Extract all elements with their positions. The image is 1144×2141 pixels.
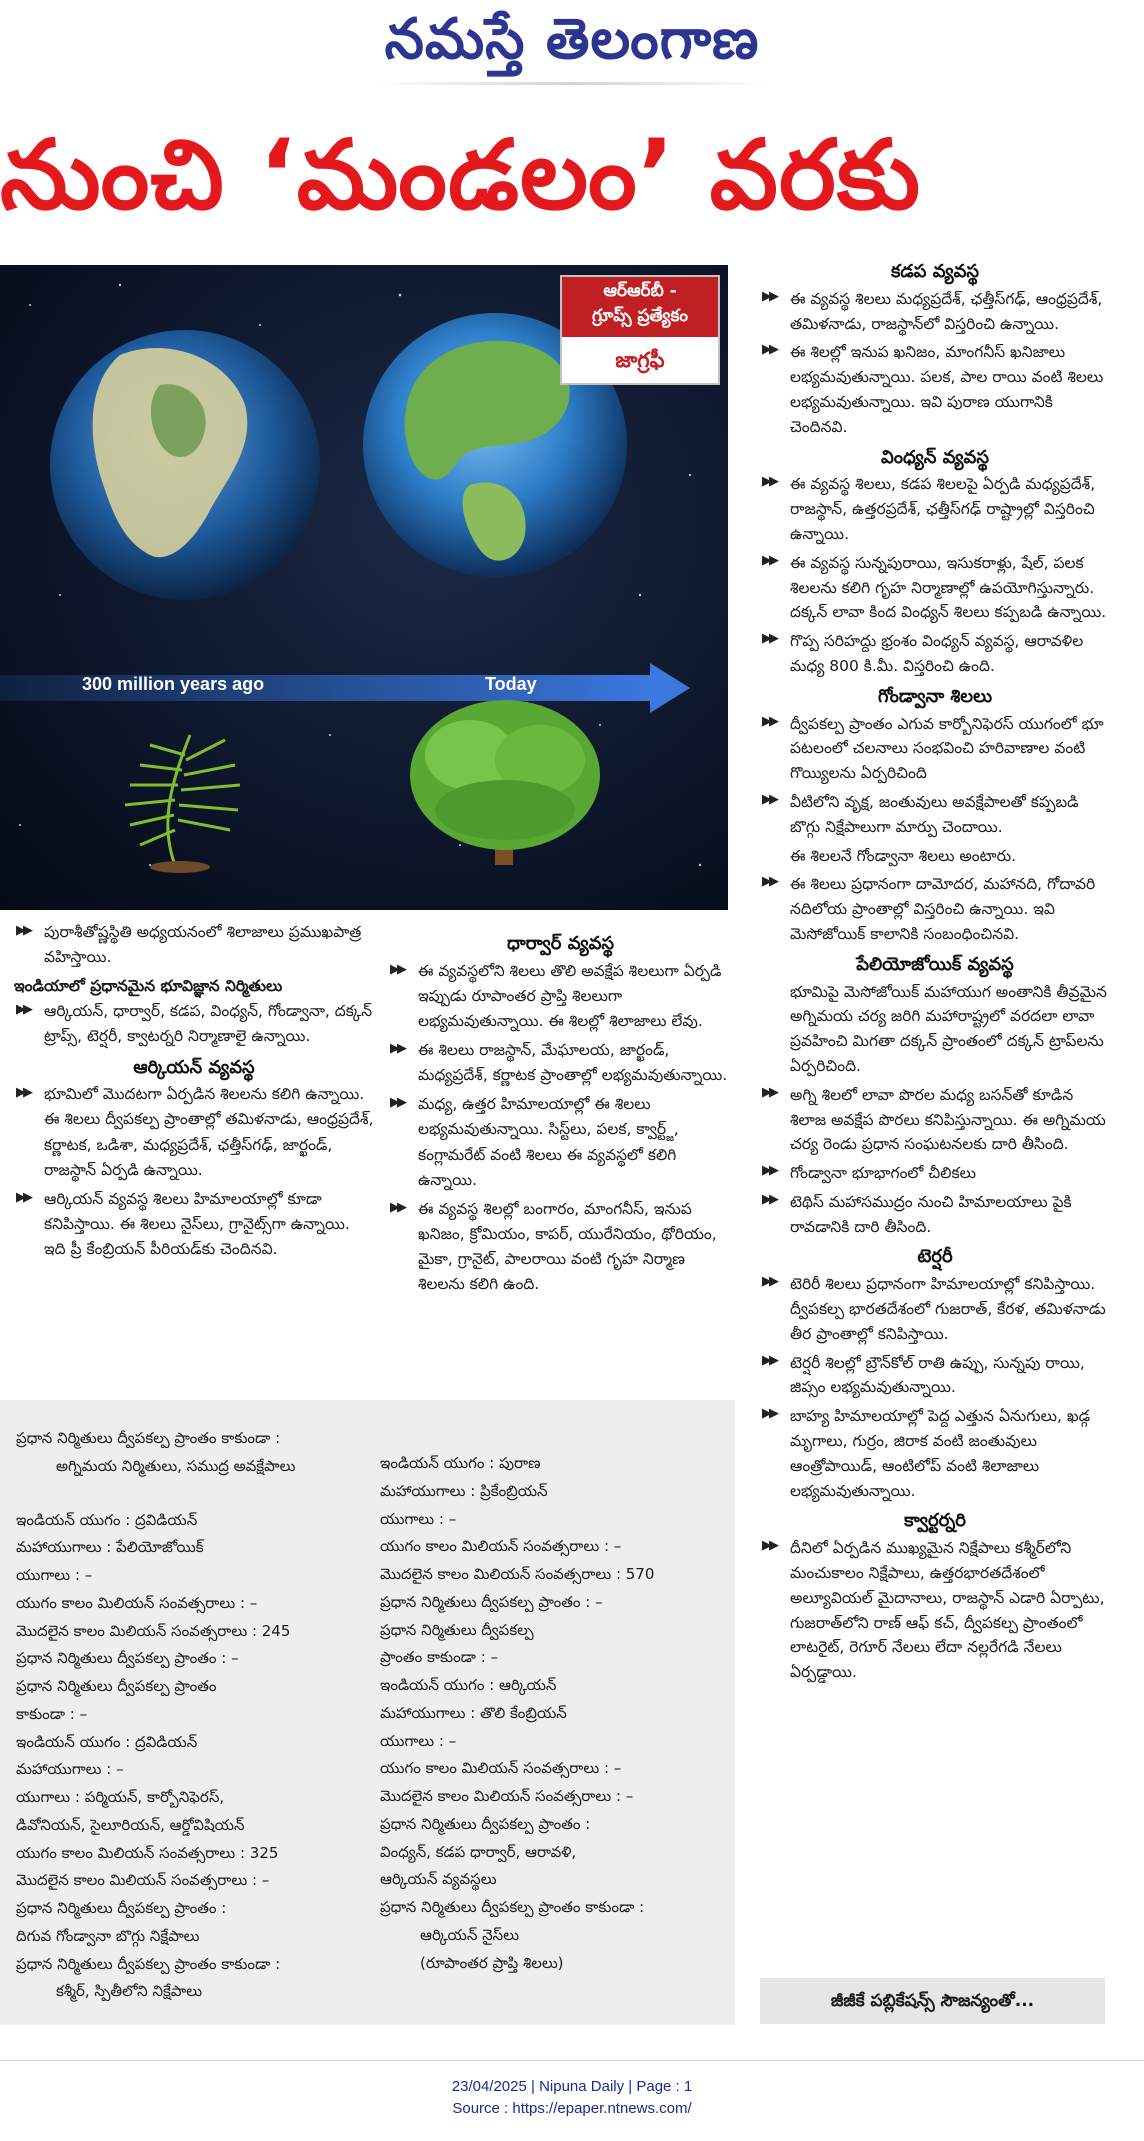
info-line: మహాయుగాలు : ప్రికేంబ్రియన్: [380, 1481, 548, 1500]
footer-divider: [0, 2060, 1144, 2061]
info-box-right: [380, 1450, 730, 1977]
bullet: [760, 712, 1110, 786]
double-arrow-icon: [390, 959, 404, 980]
bullet-text: ఆర్కియన్, ధార్వార్, కడప, వింధ్యన్, గోండ్వానా, దక్కన్ ట్రాప్స్, టెర్షరీ, క్వాటర్నరి నిర్మాణాలై ఉన్నాయి.: [44, 1002, 373, 1046]
double-arrow-icon: [762, 790, 776, 811]
bullet-text: బాహ్య హిమాలయాల్లో పెద్ద ఎత్తున ఏనుగులు, ఖడ్గ మృగాలు, గుర్రం, జిరాక వంటి జంతువులు ఆంత్రోపాయిడ్, ఆంటిలోప్ వంటి శిలాజాలు లభ్యమవుతున్నాయి.: [790, 1407, 1091, 1500]
info-line: యుగాలు : పర్మియన్, కార్బోనిఫెరస్,: [16, 1788, 225, 1806]
bullet-text: గోండ్వానా భూభాగంలో చీలికలు: [790, 1164, 976, 1183]
bullet-text: వీటిలోని వృక్ష, జంతువులు అవక్షేపాలతో కప్పబడి బొగ్గు నిక్షేపాలుగా మార్పు చెందాయి.: [790, 792, 1079, 836]
double-arrow-icon: [762, 287, 776, 308]
bullet-text: గొప్ప సరిహద్దు భ్రంశం వింధ్యన్ వ్యవస్థ, ఆరావళిల మధ్య 800 కి.మీ. విస్తరించి ఉంది.: [790, 632, 1084, 675]
bullet: [760, 1083, 1110, 1157]
bullet: [760, 872, 1110, 946]
bullet-text: ఈ శిలలు ప్రధానంగా దామోదర, మహానది, గోదావరి నదిలోయ ప్రాంతాల్లో విస్తరించి ఉన్నాయి. ఇవి మెసోజోయిక్ కాలానికి సంబంధించినవి.: [790, 875, 1096, 943]
bullet-text: ఈ శిలల్లో ఇనుప ఖనిజం, మాంగనీస్ ఖనిజాలు లభ్యమవుతున్నాయి. పలక, పాల రాయి వంటి శిలలు లభ్యమవుతున్నాయి. ఇవి పురాణ యుగానికి చెందినవి.: [790, 343, 1104, 436]
info-line: వింధ్యన్, కడప ధార్వార్, ఆరావళి,: [380, 1842, 577, 1861]
bullet: [760, 287, 1110, 337]
info-line: ప్రధాన నిర్మితులు ద్వీపకల్ప ప్రాంతం కాకుండా :: [16, 1954, 281, 1973]
double-arrow-icon: [16, 1187, 30, 1208]
double-arrow-icon: [390, 1092, 404, 1113]
bullet: [14, 1082, 374, 1182]
bullet: [760, 1351, 1110, 1401]
bullet: [760, 1190, 1110, 1240]
bullet: [388, 1197, 733, 1297]
badge-line-1: ఆర్ఆర్‌బీ -: [603, 281, 677, 301]
badge-line-2: గ్రూప్స్ ప్రత్యేకం: [592, 305, 688, 326]
info-line: ఆర్కియన్ వ్యవస్థలు: [380, 1870, 497, 1889]
bullet-text: టెథిస్ మహాసముద్రం నుంచి హిమాలయాలు పైకి రావడానికి దారి తీసింది.: [790, 1192, 1072, 1236]
double-arrow-icon: [762, 472, 776, 493]
label-today: Today: [485, 674, 537, 694]
info-line: యుగం కాలం మిలియన్ సంవత్సరాలు : –: [16, 1593, 258, 1612]
bullet-text: దీనిలో ఏర్పడిన ముఖ్యమైన నిక్షేపాలు కశ్మీర్‌లోని మంచుకాలం నిక్షేపాలు, ఉత్తరభారతదేశంలో అల్యూవియల్ మైదానాలు, రాజస్థాన్ ఎడారి ఏర్పాటు, గుజరాత్‌లోని రాణ్ ఆఫ్ కచ్, ద్వీపకల్ప ప్రాంతంలో లాటరైట్, రెగూర్ నేలలు లేదా నల్లరేగడి నేలలు ఏర్పడ్డాయి.: [790, 1539, 1105, 1682]
heading-paleozoic: పేలియోజోయిక్ వ్యవస్థ: [856, 953, 1014, 975]
info-line: కాకుండా : –: [16, 1704, 88, 1723]
info-line: దిగువ గోండ్వానా బొగ్గు నిక్షేపాలు: [16, 1926, 200, 1945]
badge-section-name: జాగ్రఫీ: [615, 348, 665, 372]
double-arrow-icon: [762, 1404, 776, 1425]
info-line: మొదలైన కాలం మిలియన్ సంవత్సరాలు : –: [16, 1871, 270, 1890]
double-arrow-icon: [16, 920, 30, 941]
bullet: [760, 1161, 1110, 1186]
left-column-b: [388, 930, 733, 1301]
right-column: [760, 258, 1110, 1689]
bullet-text: టెరిరీ శిలలు ప్రధానంగా హిమాలయాల్లో కనిపిస్తాయి. ద్వీపకల్ప భారతదేశంలో గుజరాత్, కేరళ, తమిళనాడు తీర ప్రాంతాల్లో కనిపిస్తాయి.: [790, 1275, 1106, 1343]
label-past: 300 million years ago: [82, 674, 265, 694]
bullet: [388, 959, 733, 1034]
globe-past-icon: [50, 330, 320, 600]
bullet-text: అగ్ని శిలలో లావా పొరల మధ్య బసన్‌తో కూడిన శిలాజ అవక్షేప పొరలు కనిపిస్తున్నాయి. ఈ అగ్నిమయ చర్య రెండు ప్రధాన సంఘటనలకు దారి తీసింది.: [790, 1085, 1106, 1154]
paragraph: భూమిపై మెసోజోయిక్ మహాయుగ అంతానికి తీవ్రమైన అగ్నిమయ చర్య జరిగి మహారాష్ట్రలో వరదలా లావా ప్రవహించి మిగతా దక్కన్ ప్రాంతంలో దక్కన్ ట్రాప్‌లను ఏర్పరిచింది.: [790, 982, 1107, 1075]
footer-source-link[interactable]: Source : https://epaper.ntnews.com/: [452, 2099, 692, 2117]
double-arrow-icon: [762, 551, 776, 572]
info-line: ప్రధాన నిర్మితులు ద్వీపకల్ప ప్రాంతం : –: [16, 1649, 239, 1668]
info-line: ప్రధాన నిర్మితులు ద్వీపకల్ప: [380, 1620, 534, 1639]
bullet-text: ఈ శిలలు రాజస్థాన్, మేఘాలయ, జార్ఖండ్, మధ్యప్రదేశ్, కర్ణాటక ప్రాంతాల్లో లభ్యమవుతున్నాయి.: [418, 1041, 728, 1085]
info-line: ఇండియన్ యుగం : పురాణ: [380, 1454, 541, 1472]
info-line: మొదలైన కాలం మిలియన్ సంవత్సరాలు : –: [380, 1787, 634, 1805]
bullet: [760, 790, 1110, 840]
bullet: [760, 629, 1110, 679]
info-line: యుగాలు : –: [16, 1566, 93, 1584]
left-column-a: [14, 920, 374, 1266]
info-line: యుగాలు : –: [380, 1509, 457, 1528]
heading-tertiary: టెర్షరీ: [917, 1246, 953, 1268]
double-arrow-icon: [762, 1161, 776, 1182]
info-line: కశ్మీర్, స్పితీలోని నిక్షేపాలు: [56, 1982, 203, 2001]
info-line: ప్రాంతం కాకుండా : –: [380, 1648, 499, 1667]
double-arrow-icon: [762, 1272, 776, 1293]
info-line: ఇండియన్ యుగం : ఆర్కియన్: [380, 1676, 557, 1694]
bullet-text: టెర్షరీ శిలల్లో బ్రౌన్‌కోల్ రాతి ఉప్పు, సున్నపు రాయి, జిప్సం లభ్యమవుతున్నాయి.: [790, 1353, 1085, 1397]
double-arrow-icon: [762, 1190, 776, 1211]
heading-kadapa: కడప వ్యవస్థ: [890, 261, 980, 282]
bullet: [760, 1272, 1110, 1346]
info-line: ప్రధాన నిర్మితులు ద్వీపకల్ప ప్రాంతం :: [16, 1899, 227, 1917]
masthead: [0, 0, 1144, 100]
info-line: మహాయుగాలు : తొలి కేంబ్రియన్: [380, 1703, 567, 1722]
double-arrow-icon: [762, 1351, 776, 1372]
info-line: యుగం కాలం మిలియన్ సంవత్సరాలు : –: [380, 1759, 622, 1778]
bullet: [760, 1404, 1110, 1503]
heading-quaternary: క్వార్టర్నరి: [904, 1510, 966, 1532]
bullet: [760, 340, 1110, 439]
masthead-logo: నమస్తే తెలంగాణ: [384, 6, 760, 72]
bullet: [14, 999, 374, 1049]
footer-date-line: 23/04/2025 | Nipuna Daily | Page : 1: [451, 2078, 693, 2095]
double-arrow-icon: [16, 999, 30, 1020]
bullet: [388, 1038, 733, 1088]
info-line: ఇండియన్ యుగం : ద్రవిడియన్: [16, 1732, 198, 1751]
double-arrow-icon: [762, 712, 776, 733]
double-arrow-icon: [762, 872, 776, 893]
credit-box: జీజీకే పబ్లికేషన్స్ సౌజన్యంతో...: [760, 1978, 1105, 2024]
info-line: ప్రధాన నిర్మితులు ద్వీపకల్ప ప్రాంతం :: [380, 1814, 591, 1833]
paragraph: ఈ శిలలనే గోండ్వానా శిలలు అంటారు.: [790, 846, 1017, 865]
heading-major-formations: ఇండియాలో ప్రధానమైన భూవిజ్ఞాన నిర్మితులు: [14, 977, 283, 996]
bullet-text: ఈ వ్యవస్థ సున్నపురాయి, ఇసుకరాళ్లు, షేల్, పలక శిలలను కలిగి గృహ నిర్మాణాల్లో ఉపయోగిస్తున్నారు. దక్కన్ లావా కింద వింధ్యన్ శిలలు కప్పబడి ఉన్నాయి.: [790, 553, 1107, 622]
footer: [0, 2076, 1144, 2120]
bullet: [760, 472, 1110, 546]
tree-icon: [410, 700, 600, 865]
info-line: మహాయుగాలు : –: [16, 1760, 124, 1779]
masthead-divider: [370, 82, 774, 85]
info-line: యుగం కాలం మిలియన్ సంవత్సరాలు : –: [380, 1537, 622, 1556]
info-line: ఇండియన్ యుగం : ద్రవిడియన్: [16, 1510, 198, 1529]
bullet-text: ఈ వ్యవస్థ శిలలు మధ్యప్రదేశ్, ఛత్తీస్‌గఢ్, ఆంధ్రప్రదేశ్, తమిళనాడు, రాజస్థాన్‌లో విస్తరించి ఉన్నాయి.: [790, 289, 1103, 333]
bullet: [388, 1092, 733, 1192]
double-arrow-icon: [762, 340, 776, 361]
double-arrow-icon: [390, 1197, 404, 1218]
info-line: యుగాలు : –: [380, 1731, 457, 1750]
section-badge: [560, 275, 720, 385]
double-arrow-icon: [390, 1038, 404, 1059]
bullet-text: ఈ వ్యవస్థ శిలల్లో బంగారం, మాంగనీస్, ఇనుప ఖనిజం, క్రోమియం, కాపర్, యురేనియం, థోరియం, మైకా, గ్రానైట్, పాలరాయి వంటి గృహ నిర్మాణ శిలలను కలిగి ఉంది.: [418, 1199, 717, 1294]
bullet: [14, 920, 374, 970]
info-line: ప్రధాన నిర్మితులు ద్వీపకల్ప ప్రాంతం: [16, 1677, 217, 1695]
heading-dharwar: ధార్వార్ వ్యవస్థ: [506, 933, 615, 954]
info-line: మహాయుగాలు : పేలియోజోయిక్: [16, 1538, 204, 1557]
info-line: యుగం కాలం మిలియన్ సంవత్సరాలు : 325: [16, 1843, 279, 1862]
badge-header: [562, 277, 718, 337]
info-line: ప్రధాన నిర్మితులు ద్వీపకల్ప ప్రాంతం కాకుండా :: [380, 1898, 645, 1916]
fern-icon: [125, 735, 240, 865]
info-line: డివోనియన్, సైలూరియన్, ఆర్డోవిషియన్: [16, 1815, 245, 1834]
headline: [0, 118, 1144, 238]
bullet: [760, 1536, 1110, 1685]
heading-vindhyan: వింధ్యన్ వ్యవస్థ: [881, 446, 989, 468]
info-line: మొదలైన కాలం మిలియన్ సంవత్సరాలు : 245: [16, 1621, 291, 1640]
bullet-text: పురాశీతోష్ణస్థితి అధ్యయనంలో శిలాజాలు ప్రముఖపాత్ర వహిస్తాయి.: [44, 923, 362, 967]
info-box-left: [16, 1425, 376, 2006]
info-line: (రూపాంతర ప్రాప్తి శిలలు): [420, 1953, 564, 1972]
double-arrow-icon: [16, 1082, 30, 1103]
double-arrow-icon: [762, 629, 776, 650]
bullet-text: ఈ వ్యవస్థ శిలలు, కడప శిలలపై ఏర్పడి మధ్యప్రదేశ్, రాజస్థాన్, ఉత్తరప్రదేశ్, ఛత్తీస్‌గఢ్ రాష్ట్రాల్లో విస్తరించి ఉన్నాయి.: [790, 475, 1096, 543]
bullet-text: ఈ వ్యవస్థలోని శిలలు తొలి అవక్షేప శిలలుగా ఏర్పడి ఇప్పుడు రూపాంతర ప్రాప్తి శిలలుగా లభ్యమవుతున్నాయి. ఈ శిలల్లో శిలాజాలు లేవు.: [418, 961, 722, 1031]
bullet-text: మధ్య, ఉత్తర హిమాలయాల్లో ఈ శిలలు లభ్యమవుతున్నాయి. సిస్ట్‌లు, పలక, క్వార్ట్జ్, కంగ్లామరేట్ వంటి శిలలు ఈ వ్యవస్థలో కలిగి ఉన్నాయి.: [418, 1095, 679, 1189]
hero-image: [0, 265, 728, 910]
heading-gondwana: గోండ్వానా శిలలు: [877, 685, 993, 707]
bullet-text: ఆర్కియన్ వ్యవస్థ శిలలు హిమాలయాల్లో కూడా కనిపిస్తాయి. ఈ శిలలు నైస్‌లు, గ్రానైట్స్‌గా ఉన్నాయి. ఇది ప్రీ కేంబ్రియన్ పీరియడ్‌కు చెందినవి.: [44, 1189, 350, 1258]
info-line: అగ్నిమయ నిర్మితులు, సముద్ర అవక్షేపాలు: [56, 1456, 296, 1475]
info-line: ప్రధాన నిర్మితులు ద్వీపకల్ప ప్రాంతం కాకుండా :: [16, 1429, 281, 1447]
info-line: మొదలైన కాలం మిలియన్ సంవత్సరాలు : 570: [380, 1565, 655, 1583]
heading-archean: ఆర్కియన్ వ్యవస్థ: [133, 1056, 255, 1078]
info-line: ఆర్కియన్ నైస్‌లు: [420, 1925, 520, 1944]
bullet: [14, 1187, 374, 1262]
headline-text: నుంచి ‘మండలం’ వరకు: [0, 119, 922, 231]
spacer: [16, 1481, 376, 1507]
bullet-text: భూమిలో మొదటగా ఏర్పడిన శిలలను కలిగి ఉన్నాయి. ఈ శిలలు ద్వీపకల్ప ప్రాంతాల్లో తమిళనాడు, ఆంధ్రప్రదేశ్, కర్ణాటక, ఒడిశా, మధ్యప్రదేశ్, ఛత్తీస్‌గఢ్, జార్ఖండ్, రాజస్థాన్ ఏర్పడి ఉన్నాయి.: [44, 1085, 374, 1179]
double-arrow-icon: [762, 1083, 776, 1104]
bullet: [760, 551, 1110, 625]
info-line: ప్రధాన నిర్మితులు ద్వీపకల్ప ప్రాంతం : –: [380, 1592, 603, 1611]
double-arrow-icon: [762, 1536, 776, 1557]
bullet-text: ద్వీపకల్ప ప్రాంతం ఎగువ కార్బోనిఫెరస్ యుగంలో భూ పటలంలో చలనాలు సంభవించి హరివాణాల వంటి గొయ్యిలను ఏర్పరిచింది: [790, 714, 1104, 783]
